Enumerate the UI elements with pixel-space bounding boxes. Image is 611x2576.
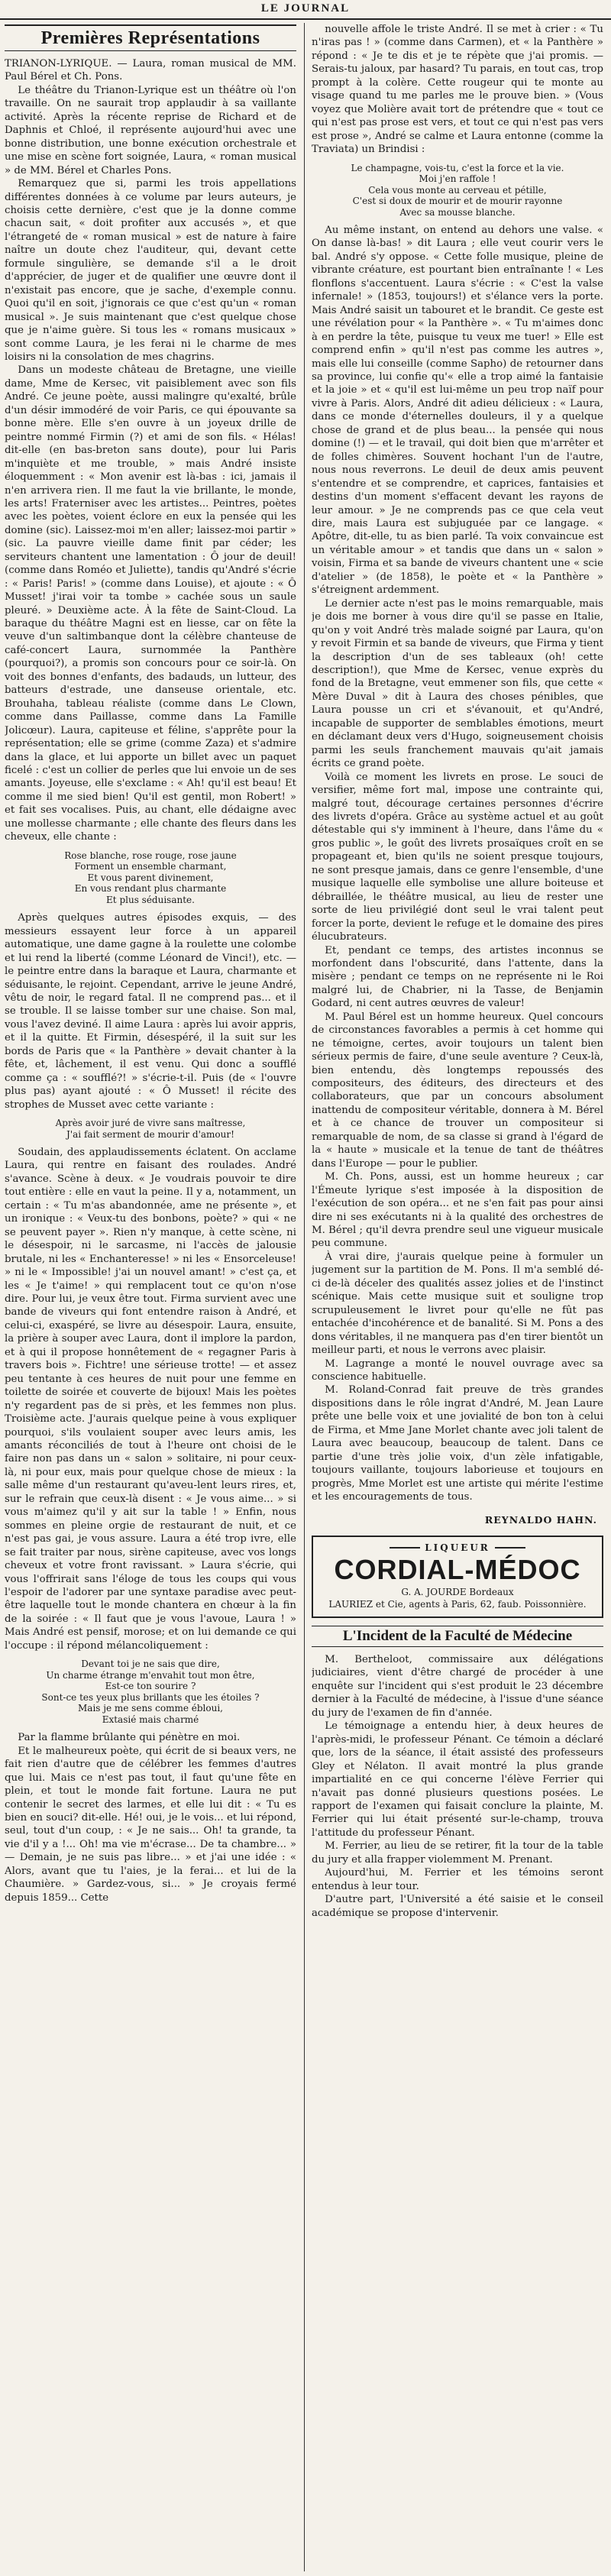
- paragraph: Après quelques autres épisodes exquis, — des messieurs essayent leur force à un appareil automatique, une dame gagne à la roulette une colombe et lui rend la liberté (comme Léonard de Vinci!), etc. — le peintre entre dans la baraque et Laura, charmante et séduisante, le rejoint. Cependant, arrive le jeune André, vêtu de noir, le regard fatal. Il ne comprend pas... et il se trouble. Il se laisse tomber sur une chaise. Son mal, vous l'avez deviné. Il aime Laura : après lui avoir appris, et il la quitte. Et Firmin, désespéré, il la suit sur les bords de Paris que « la Panthère » devait chanter à la fête, et, lâchement, il est venu. Qui donc a soufflé comme ça : « soufflé?! » s'écrie-t-il. Puis (de « l'ouvre plus pas) ayant ajouté : « Ô Musset! il récite des strophes de Musset avec cette variante :: [5, 912, 296, 1111]
- article-body-part6: [312, 224, 603, 1170]
- verse-line: C'est si doux de mourir et de mourir rayonne: [352, 196, 563, 207]
- verse-line: Forment un ensemble charmant,: [74, 861, 227, 872]
- masthead: LE JOURNAL: [0, 0, 611, 20]
- paragraph: M. Bertheloot, commissaire aux délégations judiciaires, vient d'être chargé de procéder à une enquête sur l'incident qui s'est produit le 23 décembre dernier à la Faculté de médecine, à l'issue d'une séance du jury de l'examen de fin d'année.: [312, 1653, 603, 1719]
- paragraph: M. Roland-Conrad fait preuve de très grandes dispositions dans le rôle ingrat d'André, M. Jean Laure prête une belle voix et une jovialité de bon ton à celui de Firma, et Mme Jane Morlet chante avec joli talent de Laura avec beaucoup, beaucoup de talent. Dans ce partie d'une très jolie voix, d'un zèle infatigable, toujours vaillante, toujours laborieuse et toujours en progrès, Mme Morlet est une artiste qui mérite l'estime et les encouragements de tous.: [312, 1384, 603, 1503]
- verse-line: Sont-ce tes yeux plus brillants que les étoiles ?: [41, 1691, 260, 1703]
- verse-line: En vous rendant plus charmante: [74, 883, 227, 895]
- paragraph: M. Ch. Pons, aussi, est un homme heureux ; car l'Émeute lyrique s'est imposée à la disposition de l'exécution de son opéra... et ne s'en fait pas pour ainsi dire ni ses exécutants ni à la qualité des orchestres de M. Bérel ; qu'il devra prendre seul une vigueur musicale peu commune.: [312, 1171, 603, 1250]
- column-right: [312, 23, 603, 2571]
- paragraph: Aujourd'hui, M. Ferrier et les témoins seront entendus à leur tour.: [312, 1867, 603, 1892]
- paragraph: Remarquez que si, parmi les trois appellations différentes données à ce volume par leurs auteurs, je choisis cette dernière, c'est que je la donne comme chacun sait, « doit profiter aux accusés », et que l'étrangeté de « roman musical » est de nature à faire naître un doute chez l'auditeur, qui, devant cette formule singulière, se demande s'il a le droit d'apprécier, de juger et de qualifier une œuvre dont il n'existait pas encore, que je sache, d'exemple connu. Quoi qu'il en soit, j'ignorais ce que c'est qu'un « roman musical ». Je suis maintenant que c'est quelque chose que je n'aime guère. Si tous les « romans musicaux » sont comme Laura, je les ferai ni le charme de mes loisirs ni la consolation de mes chagrins.: [5, 178, 296, 363]
- paragraph: M. Paul Bérel est un homme heureux. Quel concours de circonstances favorables a permis à cet homme qui ne témoigne, certes, avoir toujours un talent bien sérieux permis de faire, d'une seule aventure ? Ceux-là, bien entendu, dès longtemps repoussés des compositeurs, des éditeurs, des directeurs et des collaborateurs, que par un concours absolument inattendu de compositeur véritable, donnera à M. Bérel et à ce chance de trouver un compositeur si remarquable de nom, de sa classe si grand à l'égard de la « haute » musicale et la tenue de tant de théâtres dans l'Europe — pour le publier.: [312, 1011, 603, 1170]
- dateline: TRIANON-LYRIQUE. — Laura, roman musical de MM. Paul Bérel et Ch. Pons.: [5, 58, 296, 83]
- article-body-part4: [5, 1731, 296, 1904]
- verse-line: Rose blanche, rose rouge, rose jaune: [64, 849, 237, 861]
- paragraph: Le théâtre du Trianon-Lyrique est un théâtre où l'on travaille. On ne saurait trop applaudir à sa vaillante activité. Après la récente reprise de Richard et de Daphnis et Chloé, il représente aujourd'hui avec une bonne distribution, une bonne exécution orchestrale et une mise en scène fort soignée, Laura, « roman musical » de MM. Bérel et Charles Pons.: [5, 84, 296, 176]
- article-body-part3: [5, 1146, 296, 1652]
- paragraph: À vrai dire, j'aurais quelque peine à formuler un jugement sur la partition de M. Pons. Il m'a semblé dé-ci de-là déceler des qualités assez jolies et de l'instinct scénique. Mais cette musique suit et souligne trop scrupuleusement le livret pour qu'elle ne fût pas entachée d'incohérence et de banalité. Si M. Pons a des dons véritables, il ne manquera pas d'en tirer bientôt un meilleur parti, et nous le verrons avec plaisir.: [312, 1251, 603, 1357]
- column-left: [5, 23, 296, 2571]
- column-rule: [304, 23, 305, 2571]
- signature: REYNALDO HAHN.: [484, 1513, 597, 1526]
- verse-andre: [5, 1659, 296, 1725]
- paragraph: Au même instant, on entend au dehors une valse. « On danse là-bas! » dit Laura ; elle veut courir vers le bal. André s'y oppose. « Cette folle musique, pleine de vibrante créature, est pourtant bien entraînante ! « Les flonflons s'accentuent. Laura s'écrie : « C'est la valse infernale! » (1853, toujours!) et s'élance vers la porte. Mais André saisit un tabouret et le brandit. Ce geste est une révélation pour « la Panthère ». « Tu m'aimes donc à en perdre la tête, puisque tu veux me tuer! » Elle est comprend enfin » qu'il n'est pas comme les autres », mais elle lui conseille (comme Sapho) de retourner dans sa province, lui confie qu'« elle a trop aimé la fantaisie et la joie » et « qu'il est lui-même un peu trop naïf pour vivre à Paris. Alors, André dit adieu délicieux : « Laura, dans ce monde d'éternelles douleurs, il y a quelque chose de grand et de plus beau... la pensée qui nous domine (!) — et le travail, qui doit bien que m'arrêter et de folles chimères. Souvent hochant l'un de l'autre, nous nous reverrons. Le deuil de deux amis peuvent s'entendre et se comprendre, et caprices, fantaisies et destins d'un moment s'effacent devant les rayons de leur amour. » Je ne comprends pas ce que cela veut dire, mais Laura est subjuguée par ce langage. « Apôtre, dit-elle, tu as bien parlé. Ta voix convaincue est un véritable amour » et tandis que dans un « salon » voisin, Firma et sa bande de viveurs chantent une « scie d'atelier » (de 1858), le poète et « la Panthère » s'étreignent ardemment.: [312, 225, 603, 597]
- verse-line: Devant toi je ne sais que dire,: [81, 1659, 220, 1670]
- paragraph: Dans un modeste château de Bretagne, une vieille dame, Mme de Kersec, vit paisiblement avec son fils André. Ce jeune poète, aussi malingre qu'exalté, brûle d'un désir immodéré de voir Paris, ce qui épouvante sa bonne mère. Elle s'en ouvre à un joyeux drille de peintre nommé Firmin (?) et ami de son fils. « Hélas! dit-elle (en bas-breton sans doute), pour lui Paris m'inquiète et me trouble, » mais André insiste éloquemment : « Mon avenir est là-bas : ici, jamais il n'en arrivera rien. Il me faut la vie brillante, le monde, les arts! Fraterniser avec les artistes... Peintres, poètes avec les poètes, voient éclore en eux la pensée qui les domine (sic). Laissez-moi m'en aller; laissez-moi partir » (sic. La pauvre vieille dame finit par céder; les serviteurs chantent une lamentation : Ô jour de deuil! (comme dans Roméo et Juliette), tandis qu'André s'écrie : « Paris! Paris! » (comme dans Louise), et ajoute : « Ô Musset! j'irai voir ta tombe » cachée sous un saule pleuré. » Deuxième acte. À la fête de Saint-Cloud. La baraque du théâtre Magni est en liesse, car on fête la veuve d'un saltimbanque dont la célèbre chanteuse de café-concert Laura, surnommée la Panthère (pourquoi?), a promis son concours pour ce soir-là. On voit des bonnes d'enfants, des badauds, un lutteur, des batteurs d'estrade, une danseuse orientale, etc. Brouhaha, tableau réaliste (comme dans Le Clown, comme dans Paillasse, comme dans La Famille Jolicœur). Laura, capiteuse et féline, s'apprête pour la représentation; elle se grime (comme Zaza) et s'admire dans la glace, et lui apporte un billet avec un paquet ficelé : c'est un collier de perles que lui envoie un de ses amants. Joyeuse, elle s'exclame : « Ah! qu'il est beau! Et comme il me sied bien! Qu'il est gentil, mon Robert! » et fait ses vocalises. Puis, au chant, elle dédaigne avec une mollesse charmante ; elle chante des fleurs dans les cheveux, elle chante :: [5, 364, 296, 843]
- second-article-title: L'Incident de la Faculté de Médecine: [312, 1626, 603, 1647]
- verse-champagne: [312, 163, 603, 218]
- article-body-part5: [312, 23, 603, 157]
- verse-musset: [5, 1118, 296, 1140]
- verse-line: Cela vous monte au cerveau et pétille,: [368, 184, 547, 196]
- paragraph: Et, pendant ce temps, des artistes inconnus se morfondent dans l'obscurité, dans l'attente, dans la misère ; pendant ce temps on ne représente ni le Roi malgré lui, de Chabrier, ni la Tasse, de Benjamin Godard, ni cent autres œuvres de valeur!: [312, 944, 603, 1010]
- paragraph: M. Lagrange a monté le nouvel ouvrage avec sa conscience habituelle.: [312, 1358, 603, 1383]
- paragraph: Le témoignage a entendu hier, à deux heures de l'après-midi, le professeur Pénant. Ce témoin a déclaré que, lors de la séance, il était assisté des professeurs Gley et Nélaton. Il avait montré la plus grande impartialité en ce qui concerne l'élève Ferrier qui n'avait pas donné plusieurs questions posées. Le rapport de l'examen qui faisait conclure la plainte, M. Ferrier qui lui était présenté sur-le-champ, trouva l'attitude du professeur Pénant.: [312, 1720, 603, 1839]
- paragraph: Le dernier acte n'est pas le moins remarquable, mais je dois me borner à vous dire qu'il se passe en Italie, qu'on y voit André très malade soigné par Laura, qu'on y revoit Firmin et sa bande de viveurs, que Firma y tient la description d'un de ses tableaux (oh! cette description!), que Mme de Kersec, venue exprès du fond de la Bretagne, veut emmener son fils, que cette « Mère Duval » dit à Laura des choses pénibles, que Laura pousse un cri et s'évanouit, et qu'André, incapable de supporter de semblables émotions, meurt en déclamant deux vers d'Hugo, soigneusement choisis parmi les seuls franchement mauvais qu'ait jamais écrits ce grand poète.: [312, 597, 603, 770]
- verse-line: Et plus séduisante.: [106, 894, 195, 905]
- verse-line: Extasié mais charmé: [102, 1714, 199, 1725]
- paragraph: M. Ferrier, au lieu de se retirer, fit la tour de la table du jury et alla frapper violemment M. Prenant.: [312, 1840, 603, 1866]
- verse-line: Moi j'en raffole !: [419, 173, 496, 185]
- paragraph: Et le malheureux poète, qui écrit de si beaux vers, ne fait rien d'autre que de célébrer les femmes d'autres que lui. Mais ce n'est pas tout, il faut qu'une fête en plein, et tout le monde fait fortune. Laura ne put contenir le secret des larmes, et elle lui dit : « Tu es bien en souci? dit-elle. Hé! oui, je le vois... et lui répond, seul, tout d'un coup, : « Je ne sais... Oh! ta grande, ta vie d'il y a !... Oh! ma vie m'écrase... De ta chambre... » — Demain, je ne suis pas libre... » et j'ai une idée : « Alors, avant que tu l'aies, je la ferai... et lui de la Chaumière. » Gardez-vous, si... » Je croyais fermé depuis 1859... Cette: [5, 1745, 296, 1904]
- paragraph: Voilà ce moment les livrets en prose. Le souci de versifier, même fort mal, impose une contrainte qui, malgré tout, décourage certaines personnes d'écrire des livrets d'opéra. Grâce au système actuel et au goût détestable qui s'y imminent à l'heure, dans l'âme du « gros public », le goût des livrets prosaïques croît en se propageant et, bien qu'ils ne soient presque toujours, ne sont presque jamais, dans ce genre l'ensemble, d'une musique laquelle elle symbolise une allure boiteuse et débraillée, le théâtre musical, au lieu de rester une sorte de lieu privilégié dont seul le vrai talent peut forcer la porte, devient le refuge et le domaine des pires élucubrateurs.: [312, 771, 603, 943]
- article-title: Premières Représentations: [5, 24, 296, 51]
- second-article-body: [312, 1653, 603, 1920]
- verse-line: Le champagne, vois-tu, c'est la force et la vie.: [351, 162, 564, 173]
- ad-maker: G. A. JOURDE Bordeaux: [401, 1586, 514, 1597]
- article-body-part7: [312, 1170, 603, 1503]
- verse-line: Avec sa mousse blanche.: [399, 206, 516, 218]
- verse-rose: [5, 850, 296, 906]
- paragraph: Soudain, des applaudissements éclatent. On acclame Laura, qui rentre en faisant des roulades. André s'avance. Scène à deux. « Je voudrais pouvoir te dire tout entière : elle en vaut la peine. Il y a, notamment, un certain : « Tu m'as abandonnée, ame ne présente », et un ironique : « Veux-tu des bonbons, poète? » qui « ne se peuvent payer ». Rien n'y manque, à cette scène, ni le désespoir, ni le sarcasme, ni l'accès de jalousie brutale, ni les « Enchanteresse! » ni les « Ensorceleuse! » ni le « Impossible! j'ai un nouvel amant! » c'est ça, et les « Je t'aime! » qui remplacent tout ce qu'on n'ose dire. Pour lui, je veux être tout. Firma survient avec une bande de viveurs qui font entendre raison à André, et celui-ci, exaspéré, se livre au désespoir. Laura, ensuite, la prière à souper avec Laura, dont il implore la pardon, et à qui il propose honnêtement de « regagner Paris à travers bois ». Fichtre! une sérieuse trotte! — et assez peu tentante à ces heures de nuit pour une femme en toilette de soirée et couverte de bijoux! Mais les poètes n'y regardent pas de si près, et les femmes non plus. Troisième acte. J'aurais quelque peine à vous expliquer pourquoi, s'ils voulaient souper avec leurs amis, les amants réconciliés de tout à l'heure ont choisi de le faire non pas dans un « salon » solitaire, ni pour ceux-là, ni pour eux, mais pour quelque chose de mieux : la salle même d'un restaurant qu'aveu-lent leurs rires, et, sur le refrain que ceux-là disent : « Je vous aime... » si vous m'aimez qu'il y ait sur la table ! » Enfin, nous sommes en pleine orgie de restaurant de nuit, et ce n'est pas gai, je vous assure. Laura a été trop ivre, elle se fait traiter par nous, sirène capiteuse, avec vos longs cheveux et votre front ravissant. » Laura s'écrie, qui vous l'offrirait sans l'éloge de tous les coups qui vous l'espoir de l'adorer par une syntaxe paradise avec peut-être laquelle tout le monde chantera en chœur à la fin de la soirée : « Il faut que je vous l'avoue, Laura ! » Mais André est pensif, morose; et on lui demande ce qui l'occupe : il répond mélancoliquement :: [5, 1147, 296, 1652]
- paragraph: D'autre part, l'Université a été saisie et le conseil académique se propose d'intervenir.: [312, 1894, 603, 1919]
- advertisement: [312, 1536, 603, 1618]
- paragraph: nouvelle affole le triste André. Il se met à crier : « Tu n'iras pas ! » (comme dans Carmen), et « la Panthère » répond : « Je te dis et je te répète que j'ai promis. — Serais-tu jaloux, par hasard? Tu parais, en tout cas, trop prompt à la colère. Cette rougeur qui te monte au visage quand tu me parles me le prouve bien. » (Vous voyez que Molière avait tort de prétendre que « tout ce qui n'est pas prose est vers, et tout ce qui n'est pas vers est prose », André se calme et Laura entonne (comme la Traviata) un Brindisi :: [312, 24, 603, 156]
- article-body-part2: [5, 911, 296, 1112]
- paragraph: Par la flamme brûlante qui pénètre en moi.: [18, 1732, 241, 1744]
- verse-line: J'ai fait serment de mourir d'amour!: [66, 1128, 234, 1140]
- verse-line: Et vous parent divinement,: [87, 872, 214, 883]
- verse-line: Mais je me sens comme ébloui,: [78, 1703, 223, 1714]
- verse-line: Est-ce ton sourire ?: [105, 1681, 196, 1692]
- verse-line: Après avoir juré de vivre sans maîtresse,: [55, 1118, 246, 1129]
- ad-brand-name: CORDIAL-MÉDOC: [334, 1553, 581, 1585]
- ad-kicker: LIQUEUR: [316, 1542, 599, 1554]
- ad-agents: LAURIEZ et Cie, agents à Paris, 62, faub. Poissonnière.: [328, 1598, 587, 1610]
- verse-line: Un charme étrange m'envahit tout mon être,: [46, 1669, 255, 1681]
- article-body-part1: [5, 84, 296, 844]
